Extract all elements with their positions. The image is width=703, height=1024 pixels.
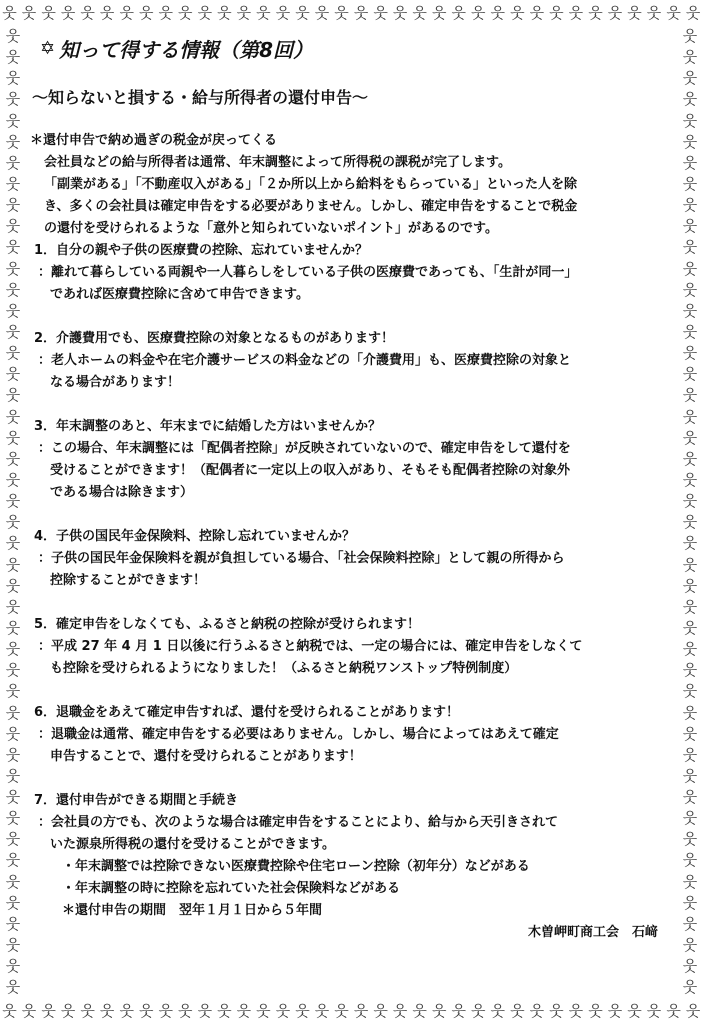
stick-figure-icon: 웃	[21, 3, 37, 22]
list-item	[30, 526, 676, 592]
stick-figure-icon: 웃	[256, 3, 271, 22]
list-item	[30, 614, 676, 680]
bullet-item: ＊還付申告の期間 翌年１月１日から５年間	[62, 903, 323, 918]
stick-figure-icon: 웃	[2, 3, 17, 22]
stick-figure-icon: 웃	[682, 830, 698, 849]
stick-figure-icon: 웃	[5, 788, 21, 807]
stick-figure-icon: 웃	[682, 259, 698, 278]
stick-figure-icon: 웃	[5, 449, 21, 468]
stick-figure-icon: 웃	[646, 1001, 662, 1020]
item-body-line: ：老人ホームの料金や在宅介護サービスの料金などの「介護費用」も、医療費控除の対象と	[38, 353, 572, 368]
stick-figure-icon: 웃	[682, 576, 698, 595]
stick-figure-icon: 웃	[5, 703, 21, 722]
stick-figure-icon: 웃	[627, 3, 642, 22]
intro-lead: ＊還付申告で納め過ぎの税金が戻ってくる	[30, 133, 278, 148]
stick-figure-icon: 웃	[5, 217, 21, 236]
stick-figure-icon: 웃	[549, 1001, 564, 1020]
list-item	[30, 240, 676, 306]
stick-figure-icon: 웃	[682, 174, 698, 193]
intro-line: 「副業がある」「不動産収入がある」「２か所以上から給料をもらっている」といった人を除	[44, 177, 578, 192]
stick-figure-icon: 웃	[646, 3, 662, 22]
stick-figure-icon: 웃	[682, 301, 698, 320]
stick-figure-icon: 웃	[682, 69, 698, 88]
stick-figure-icon: 웃	[5, 576, 21, 595]
stick-figure-icon: 웃	[5, 851, 21, 870]
intro-line: の還付を受けられるような「意外と知られていないポイント」があるのです。	[44, 221, 498, 236]
page-title-text: 知って得する情報（第8回）	[59, 38, 314, 62]
stick-figure-icon: 웃	[197, 3, 213, 22]
left-border	[0, 26, 26, 998]
section-subtitle: ～知らないと損する・給与所得者の還付申告～	[32, 88, 369, 107]
stick-figure-icon: 웃	[5, 301, 21, 320]
stick-figure-icon: 웃	[529, 3, 545, 22]
stick-figure-icon: 웃	[682, 322, 698, 341]
stick-figure-icon: 웃	[682, 682, 698, 701]
stick-figure-icon: 웃	[682, 238, 698, 257]
item-body-line: 受けることができます！（配偶者に一定以上の収入があり、そもそも配偶者控除の対象外	[50, 463, 571, 478]
stick-figure-icon: 웃	[158, 1001, 173, 1020]
stick-figure-icon: 웃	[5, 682, 21, 701]
stick-figure-icon: 웃	[5, 936, 21, 955]
stick-figure-icon: 웃	[549, 3, 564, 22]
list-item	[30, 328, 676, 394]
stick-figure-icon: 웃	[588, 3, 603, 22]
item-body-line: ：平成 27 年 4 月 1 日以後に行うふるさと納税では、一定の場合には、確定申告をしなくて	[38, 639, 583, 654]
stick-figure-icon: 웃	[5, 492, 21, 511]
item-body-line: ：子供の国民年金保険料を親が負担している場合、「社会保険料控除」として親の所得から	[38, 551, 565, 566]
item-body-line: いた源泉所得税の還付を受けることができます。	[50, 837, 335, 852]
list-item	[30, 702, 676, 768]
stick-figure-icon: 웃	[5, 513, 21, 532]
stick-figure-icon: 웃	[682, 132, 698, 151]
stick-figure-icon: 웃	[682, 470, 698, 489]
stick-figure-icon: 웃	[373, 3, 388, 22]
stick-figure-icon: 웃	[682, 640, 698, 659]
page-title	[40, 34, 676, 63]
stick-figure-icon: 웃	[682, 893, 698, 912]
stick-figure-icon: 웃	[682, 724, 698, 743]
stick-figure-icon: 웃	[682, 365, 698, 384]
stick-figure-icon: 웃	[5, 597, 21, 616]
stick-figure-icon: 웃	[5, 809, 21, 828]
item-title: 1．自分の親や子供の医療費の控除、忘れていませんか？	[34, 243, 369, 258]
bullet-item: ・年末調整では控除できない医療費控除や住宅ローン控除（初年分）などがある	[62, 859, 530, 874]
stick-figure-icon: 웃	[5, 90, 21, 109]
stick-figure-icon: 웃	[41, 1001, 56, 1020]
stick-figure-icon: 웃	[5, 893, 21, 912]
stick-figure-icon: 웃	[5, 830, 21, 849]
stick-figure-icon: 웃	[178, 3, 193, 22]
stick-figure-icon: 웃	[217, 3, 232, 22]
stick-figure-icon: 웃	[5, 766, 21, 785]
stick-figure-icon: 웃	[682, 153, 698, 172]
item-body-line: ：この場合、年末調整には「配偶者控除」が反映されていないので、確定申告をして還付を	[38, 441, 571, 456]
stick-figure-icon: 웃	[5, 470, 21, 489]
stick-figure-icon: 웃	[682, 661, 698, 680]
stick-figure-icon: 웃	[119, 3, 134, 22]
stick-figure-icon: 웃	[412, 1001, 427, 1020]
stick-figure-icon: 웃	[682, 48, 698, 67]
list-item	[30, 416, 676, 504]
stick-figure-icon: 웃	[682, 766, 698, 785]
stick-figure-icon: 웃	[5, 555, 21, 574]
stick-figure-icon: 웃	[666, 1001, 681, 1020]
stick-figure-icon: 웃	[334, 1001, 349, 1020]
stick-figure-icon: 웃	[353, 3, 369, 22]
intro-section	[30, 130, 676, 240]
stick-figure-icon: 웃	[295, 3, 310, 22]
item-title: 5．確定申告をしなくても、ふるさと納税の控除が受けられます！	[34, 617, 421, 632]
stick-figure-icon: 웃	[5, 618, 21, 637]
top-border	[0, 0, 703, 26]
stick-figure-icon: 웃	[682, 618, 698, 637]
item-body-line: ：離れて暮らしている両親や一人暮らしをしている子供の医療費であっても、「生計が同一」	[38, 265, 578, 280]
stick-figure-icon: 웃	[197, 1001, 213, 1020]
stick-figure-icon: 웃	[5, 745, 21, 764]
stick-figure-icon: 웃	[217, 1001, 232, 1020]
stick-figure-icon: 웃	[682, 534, 698, 553]
stick-figure-icon: 웃	[510, 3, 525, 22]
stick-figure-icon: 웃	[2, 1001, 17, 1020]
stick-figure-icon: 웃	[431, 3, 447, 22]
stick-figure-icon: 웃	[490, 1001, 506, 1020]
item-body-line: である場合は除きます）	[50, 485, 194, 500]
document-content	[30, 28, 676, 944]
stick-figure-icon: 웃	[314, 1001, 330, 1020]
stick-figure-icon: 웃	[119, 1001, 134, 1020]
item-title: 7．還付申告ができる期間と手続き	[34, 793, 239, 808]
stick-figure-icon: 웃	[5, 957, 21, 976]
stick-figure-icon: 웃	[666, 3, 681, 22]
stick-figure-icon: 웃	[5, 978, 21, 997]
item-body-line: であれば医療費控除に含めて申告できます。	[50, 287, 309, 302]
stick-figure-icon: 웃	[5, 27, 21, 45]
item-title: 3．年末調整のあと、年末までに結婚した方はいませんか？	[34, 419, 382, 434]
right-border	[677, 26, 703, 998]
stick-figure-icon: 웃	[353, 1001, 369, 1020]
stick-figure-icon: 웃	[682, 788, 698, 807]
stick-figure-icon: 웃	[5, 153, 21, 172]
stick-figure-icon: 웃	[682, 745, 698, 764]
stick-figure-icon: 웃	[80, 1001, 95, 1020]
stick-figure-icon: 웃	[471, 1001, 486, 1020]
stick-figure-icon: 웃	[5, 196, 21, 215]
stick-figure-icon: 웃	[5, 344, 21, 363]
item-body-line: も控除を受けられるようになりました！（ふるさと納税ワンストップ特例制度）	[50, 661, 518, 676]
stick-figure-icon: 웃	[5, 111, 21, 130]
item-body-line: 申告することで、還付を受けられることがあります！	[50, 749, 362, 764]
stick-figure-icon: 웃	[5, 365, 21, 384]
item-body-line: 控除することができます！	[50, 573, 207, 588]
stick-figure-icon: 웃	[682, 344, 698, 363]
stick-figure-icon: 웃	[334, 3, 349, 22]
stick-figure-icon: 웃	[5, 428, 21, 447]
stick-figure-icon: 웃	[41, 3, 56, 22]
stick-figure-icon: 웃	[568, 3, 584, 22]
list-item	[30, 790, 676, 856]
stick-figure-icon: 웃	[392, 1001, 408, 1020]
star-icon: ✡	[40, 38, 56, 59]
stick-figure-icon: 웃	[682, 851, 698, 870]
stick-figure-icon: 웃	[682, 957, 698, 976]
stick-figure-icon: 웃	[682, 90, 698, 109]
bottom-border	[0, 998, 703, 1024]
stick-figure-icon: 웃	[682, 872, 698, 891]
stick-figure-icon: 웃	[5, 534, 21, 553]
stick-figure-icon: 웃	[682, 280, 698, 299]
intro-line: 会社員などの給与所得者は通常、年末調整によって所得税の課税が完了します。	[44, 155, 511, 170]
stick-figure-icon: 웃	[682, 111, 698, 130]
stick-figure-icon: 웃	[5, 386, 21, 405]
stick-figure-icon: 웃	[236, 3, 252, 22]
item-title: 2．介護費用でも、医療費控除の対象となるものがあります！	[34, 331, 395, 346]
intro-line: き、多くの会社員は確定申告をする必要がありません。しかし、確定申告をすることで税金	[44, 199, 578, 214]
stick-figure-icon: 웃	[60, 1001, 76, 1020]
stick-figure-icon: 웃	[682, 217, 698, 236]
stick-figure-icon: 웃	[5, 174, 21, 193]
item-body-line: なる場合があります！	[50, 375, 181, 390]
stick-figure-icon: 웃	[607, 1001, 623, 1020]
stick-figure-icon: 웃	[60, 3, 76, 22]
stick-figure-icon: 웃	[138, 1001, 154, 1020]
stick-figure-icon: 웃	[99, 1001, 115, 1020]
stick-figure-icon: 웃	[529, 1001, 545, 1020]
stick-figure-icon: 웃	[607, 3, 623, 22]
stick-figure-icon: 웃	[392, 3, 408, 22]
stick-figure-icon: 웃	[682, 703, 698, 722]
stick-figure-icon: 웃	[412, 3, 427, 22]
item-list	[30, 240, 676, 944]
stick-figure-icon: 웃	[295, 1001, 310, 1020]
item-title: 6．退職金をあえて確定申告すれば、還付を受けられることがあります！	[34, 705, 460, 720]
stick-figure-icon: 웃	[138, 3, 154, 22]
stick-figure-icon: 웃	[510, 1001, 525, 1020]
stick-figure-icon: 웃	[158, 3, 173, 22]
stick-figure-icon: 웃	[682, 492, 698, 511]
stick-figure-icon: 웃	[471, 3, 486, 22]
stick-figure-icon: 웃	[5, 407, 21, 426]
stick-figure-icon: 웃	[682, 809, 698, 828]
stick-figure-icon: 웃	[5, 69, 21, 88]
stick-figure-icon: 웃	[99, 3, 115, 22]
stick-figure-icon: 웃	[588, 1001, 603, 1020]
stick-figure-icon: 웃	[682, 978, 698, 997]
stick-figure-icon: 웃	[5, 238, 21, 257]
stick-figure-icon: 웃	[5, 640, 21, 659]
bullet-list	[30, 856, 676, 922]
stick-figure-icon: 웃	[5, 322, 21, 341]
stick-figure-icon: 웃	[682, 449, 698, 468]
stick-figure-icon: 웃	[431, 1001, 447, 1020]
stick-figure-icon: 웃	[21, 1001, 37, 1020]
stick-figure-icon: 웃	[490, 3, 506, 22]
stick-figure-icon: 웃	[685, 3, 701, 22]
stick-figure-icon: 웃	[682, 27, 698, 45]
stick-figure-icon: 웃	[5, 132, 21, 151]
stick-figure-icon: 웃	[682, 407, 698, 426]
stick-figure-icon: 웃	[5, 724, 21, 743]
item-body-line: ：会社員の方でも、次のような場合は確定申告をすることにより、給与から天引きされて	[38, 815, 559, 830]
stick-figure-icon: 웃	[275, 1001, 291, 1020]
stick-figure-icon: 웃	[5, 661, 21, 680]
stick-figure-icon: 웃	[5, 872, 21, 891]
stick-figure-icon: 웃	[275, 3, 291, 22]
item-body-line: ：退職金は通常、確定申告をする必要はありません。しかし、場合によってはあえて確定	[38, 727, 559, 742]
stick-figure-icon: 웃	[451, 1001, 466, 1020]
stick-figure-icon: 웃	[627, 1001, 642, 1020]
stick-figure-icon: 웃	[682, 555, 698, 574]
stick-figure-icon: 웃	[682, 597, 698, 616]
stick-figure-icon: 웃	[451, 3, 466, 22]
stick-figure-icon: 웃	[682, 386, 698, 405]
author-signature: 木曽岬町商工会 石﨑	[527, 925, 658, 940]
stick-figure-icon: 웃	[5, 914, 21, 933]
stick-figure-icon: 웃	[682, 428, 698, 447]
stick-figure-icon: 웃	[568, 1001, 584, 1020]
stick-figure-icon: 웃	[314, 3, 330, 22]
stick-figure-icon: 웃	[682, 936, 698, 955]
stick-figure-icon: 웃	[236, 1001, 252, 1020]
stick-figure-icon: 웃	[80, 3, 95, 22]
stick-figure-icon: 웃	[682, 196, 698, 215]
stick-figure-icon: 웃	[373, 1001, 388, 1020]
stick-figure-icon: 웃	[685, 1001, 701, 1020]
stick-figure-icon: 웃	[256, 1001, 271, 1020]
stick-figure-icon: 웃	[682, 914, 698, 933]
stick-figure-icon: 웃	[5, 280, 21, 299]
stick-figure-icon: 웃	[178, 1001, 193, 1020]
stick-figure-icon: 웃	[5, 259, 21, 278]
bullet-item: ・年末調整の時に控除を忘れていた社会保険料などがある	[62, 881, 401, 896]
item-title: 4．子供の国民年金保険料、控除し忘れていませんか？	[34, 529, 356, 544]
stick-figure-icon: 웃	[682, 513, 698, 532]
stick-figure-icon: 웃	[5, 48, 21, 67]
